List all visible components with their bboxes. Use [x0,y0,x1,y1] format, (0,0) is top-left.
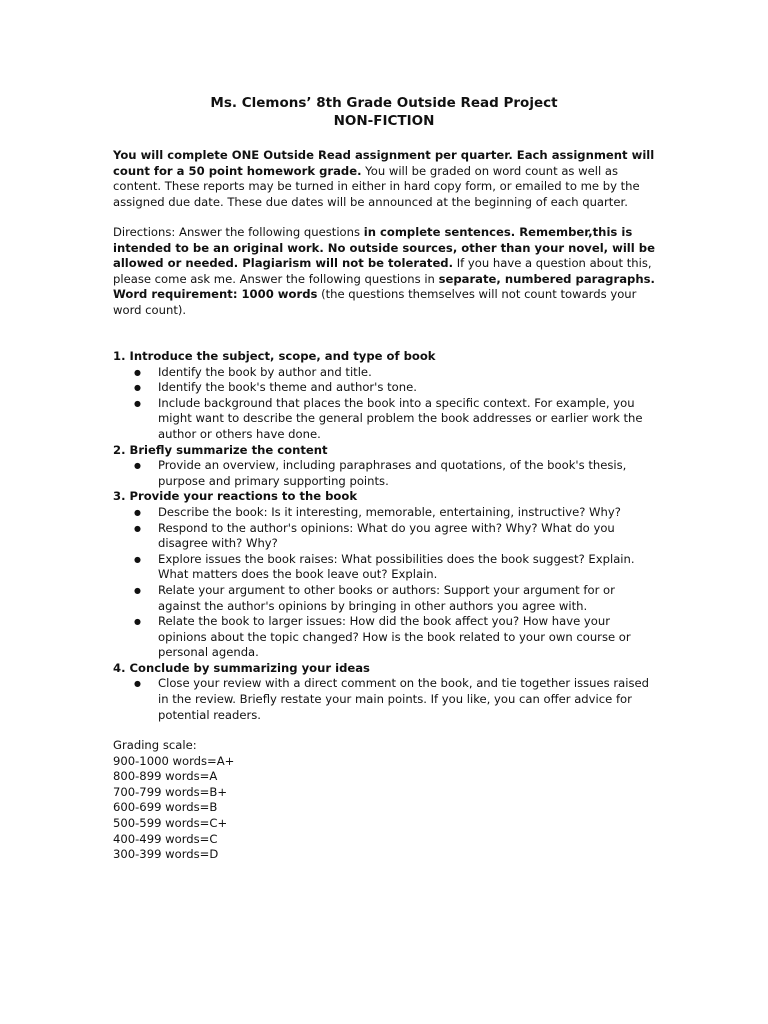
grading-label: Grading scale: [113,738,197,752]
grade-line: 600-699 words=B [113,800,218,815]
grading-lines [113,754,658,863]
section-heading: 1. Introduce the subject, scope, and type of book [113,349,436,363]
list-item: ● Describe the book: Is it interesting, memorable, entertaining, instructive? Why? [158,505,658,521]
list-item: ● Relate your argument to other books or authors: Support your argument for or against the author's opinions by bringing in other authors you agree with. [158,583,658,614]
directions-bold-2: separate, numbered paragraphs. Word requirement: 1000 words [113,271,655,302]
section-bullet-list [113,505,658,661]
list-item: ● Respond to the author's opinions: What do you agree with? Why? What do you disagree with? Why? [158,521,658,552]
grade-line: 300-399 words=D [113,847,219,862]
directions-text-1: Directions: Answer the following questions [113,225,364,239]
intro-bold-text: You will complete ONE Outside Read assignment per quarter. Each assignment will count for a 50 point homework grade. [113,148,655,178]
directions-paragraph [113,225,658,319]
grade-line: 400-499 words=C [113,831,218,846]
list-item: ● Include background that places the book into a specific context. For example, you might want to describe the general problem the book addresses or earlier work the author or others have done. [158,396,658,443]
list-item: ● Identify the book's theme and author's tone. [158,380,658,396]
list-item: ● Provide an overview, including paraphrases and quotations, of the book's thesis, purpose and primary supporting points. [158,458,658,489]
list-item: ● Identify the book by author and title. [158,365,658,381]
question-sections [113,349,658,723]
section-bullet-list [113,676,658,723]
list-item: ● Relate the book to larger issues: How did the book affect you? How have your opinions about the topic changed? How is the book related to your own course or personal agenda. [158,614,658,661]
grading-scale [113,738,658,863]
grade-line: 900-1000 words=A+ [113,753,235,768]
section-bullet-list [113,458,658,489]
section-heading: 4. Conclude by summarizing your ideas [113,660,370,675]
directions-bold-1: in complete sentences. Remember,this is intended to be an original work. No outside sources, other than your novel, will be allowed or needed. Plagiarism will not be tolerated. [113,225,655,271]
grade-line: 700-799 words=B+ [113,784,228,799]
section-heading: 3. Provide your reactions to the book [113,489,358,504]
list-item: ● Explore issues the book raises: What possibilities does the book suggest? Explain. What matters does the book leave out? Explain. [158,552,658,583]
document-subtitle: NON-FICTION [333,113,435,129]
directions-text-3: (the questions themselves will not count towards your word count). [113,287,637,317]
grade-line: 800-899 words=A [113,769,218,784]
document-title: Ms. Clemons’ 8th Grade Outside Read Project [210,95,558,111]
intro-paragraph [113,148,658,210]
section-bullet-list [113,365,658,443]
grade-line: 500-599 words=C+ [113,815,228,830]
intro-text: You will be graded on word count as well as content. These reports may be turned in either in hard copy form, or emailed to me by the assigned due date. These due dates will be announced at the beginning of each quarter. [113,163,640,209]
section-heading: 2. Briefly summarize the content [113,442,328,457]
directions-text-2: If you have a question about this, please come ask me. Answer the following questions in [113,256,652,286]
list-item: ● Close your review with a direct comment on the book, and tie together issues raised in the review. Briefly restate your main points. If you like, you can offer advice for potential readers. [158,676,658,723]
